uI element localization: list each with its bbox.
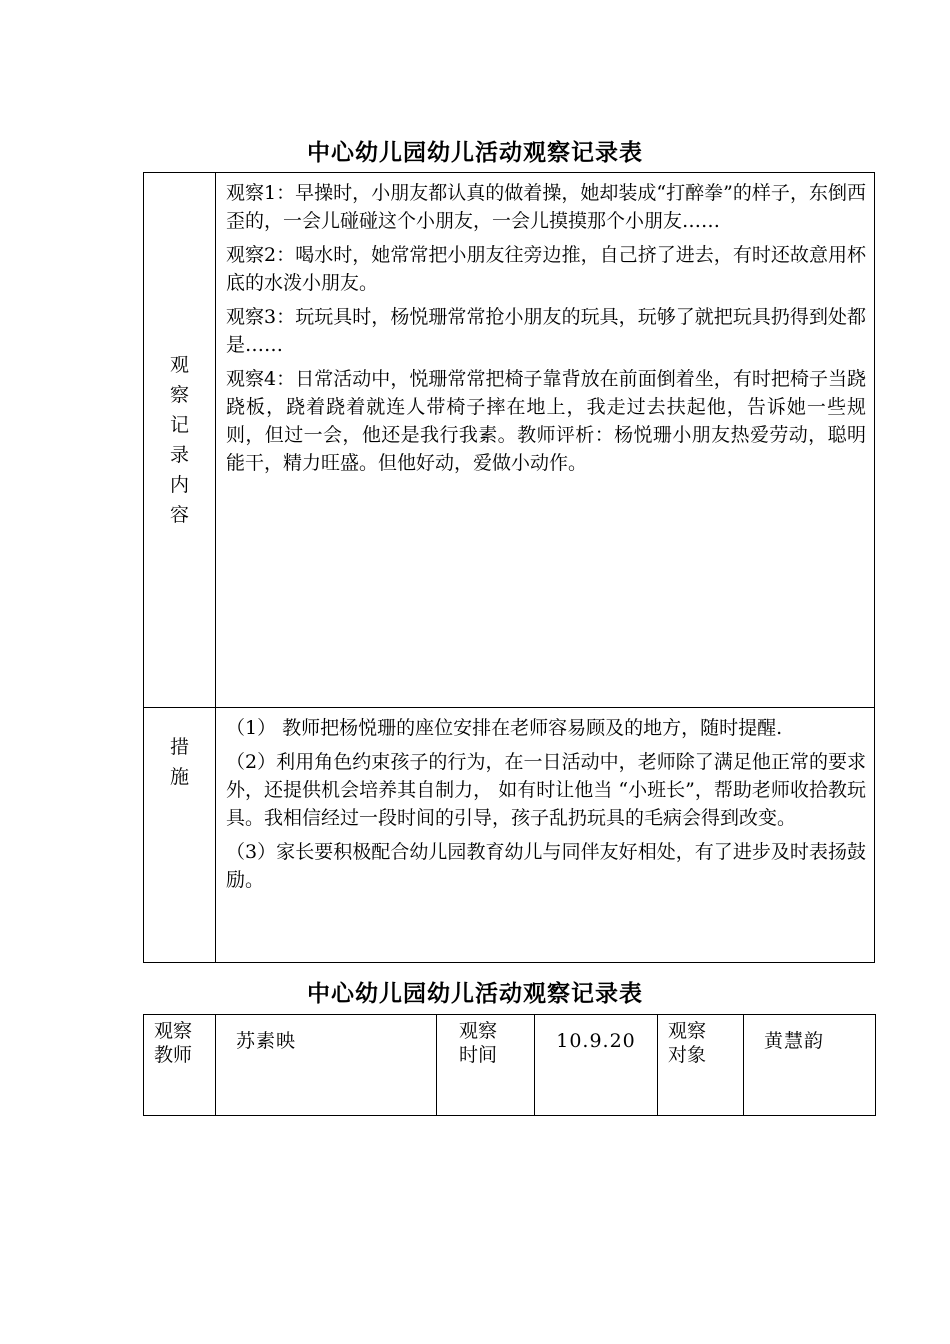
- measures-content-cell: [216, 708, 875, 963]
- time-label: 观察时间: [437, 1015, 535, 1116]
- measures-paragraph-1: （1） 教师把杨悦珊的座位安排在老师容易顾及的地方，随时提醒.: [226, 717, 783, 739]
- observation-paragraph-3: 观察3：玩玩具时，杨悦珊常常抢小朋友的玩具，玩够了就把玩具扔得到处都是……: [226, 306, 866, 356]
- observation-table: [143, 172, 875, 963]
- measures-row: [144, 708, 875, 963]
- teacher-value: 苏素映: [216, 1015, 437, 1116]
- measures-paragraph-3: （3）家长要积极配合幼儿园教育幼儿与同伴友好相处，有了进步及时表扬鼓励。: [226, 841, 866, 891]
- info-table: [143, 1014, 876, 1116]
- observation-content-cell: [216, 173, 875, 708]
- observation-paragraph-4: 观察4：日常活动中，悦珊常常把椅子靠背放在前面倒着坐，有时把椅子当跷跷板，跷着跷着就连人带椅子摔在地上，我走过去扶起他，告诉她一些规则，但过一会，他还是我行我素。教师评析：杨悦珊小朋友热爱劳动，聪明能干，精力旺盛。但他好动，爱做小动作。: [226, 368, 866, 474]
- measures-paragraph-2: （2）利用角色约束孩子的行为，在一日活动中，老师除了满足他正常的要求外，还提供机会培养其自制力， 如有时让他当 “小班长”，帮助老师收拾教玩具。我相信经过一段时间的引导，孩子乱扔玩具的毛病会得到改变。: [226, 751, 866, 829]
- observation-paragraph-1: 观察1：早操时，小朋友都认真的做着操，她却装成“打醉拳”的样子，东倒西歪的，一会儿碰碰这个小朋友，一会儿摸摸那个小朋友……: [226, 182, 866, 232]
- observation-paragraph-2: 观察2：喝水时，她常常把小朋友往旁边推，自己挤了进去，有时还故意用杯底的水泼小朋友。: [226, 244, 866, 294]
- measures-label-cell: [144, 708, 216, 963]
- teacher-label: 观察教师: [144, 1015, 216, 1116]
- subject-value: 黄慧韵: [744, 1015, 876, 1116]
- observation-row: [144, 173, 875, 708]
- observation-label-cell: [144, 173, 216, 708]
- observation-label: 观察记录内容: [169, 354, 189, 526]
- page-title: 中心幼儿园幼儿活动观察记录表: [307, 140, 643, 166]
- info-row: [144, 1015, 876, 1116]
- measures-label: 措施: [169, 736, 189, 788]
- time-value: 10.9.20: [535, 1015, 658, 1116]
- second-page-title: 中心幼儿园幼儿活动观察记录表: [307, 981, 643, 1007]
- subject-label: 观察对象: [658, 1015, 744, 1116]
